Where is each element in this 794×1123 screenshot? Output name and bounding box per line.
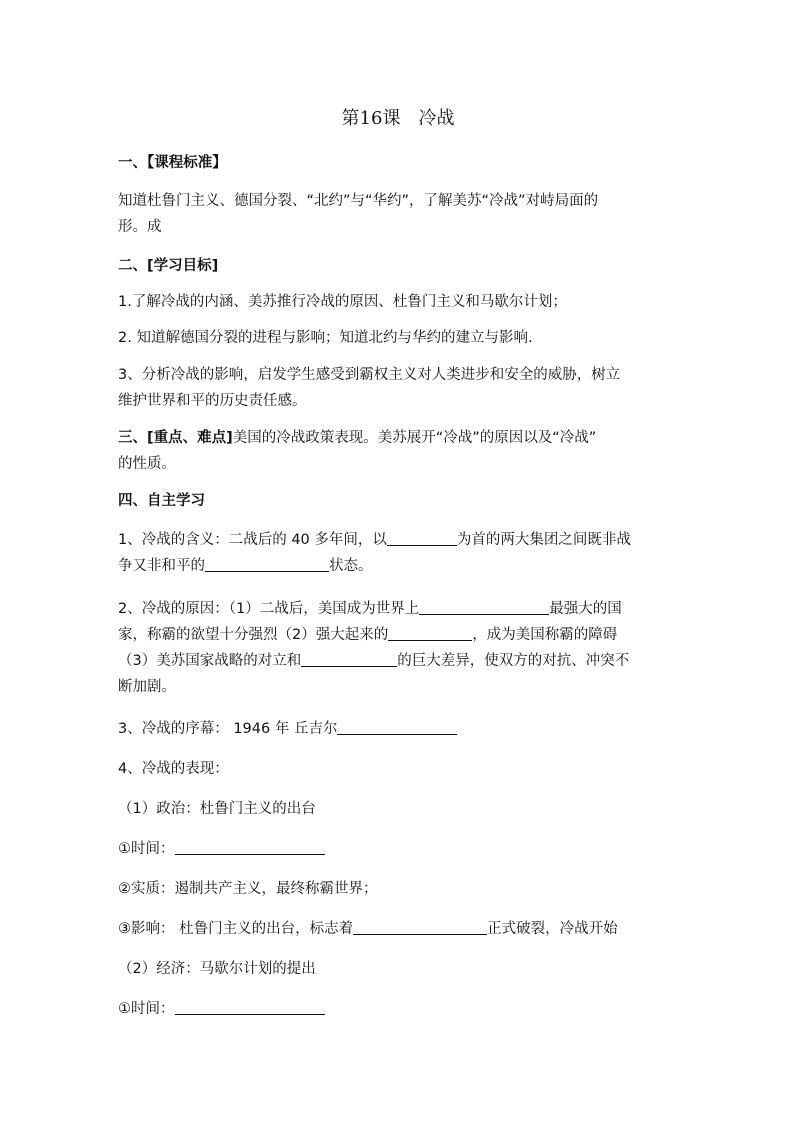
politics-heading: （1）政治：杜鲁门主义的出台: [118, 801, 316, 817]
answer-blank[interactable]: [387, 529, 457, 546]
question-1-line-1: 1、冷战的含义：二战后的 40 多年间，以 为首的两大集团之间既非战: [118, 528, 631, 553]
politics-impact: ③影响： 杜鲁门主义的出台，标志着 正式破裂，冷战开始: [118, 917, 618, 942]
goal-3-line-1: 3、分析冷战的影响，启发学生感受到霸权主义对人类进步和安全的威胁，树立: [118, 367, 621, 383]
key-points-line-1: [118, 426, 596, 451]
standard-line-1: 知道杜鲁门主义、德国分裂、“北约”与“华约”，了解美苏“冷战”对峙局面的: [118, 193, 599, 209]
question-3: 3、冷战的序幕： 1946 年 丘吉尔: [118, 717, 457, 742]
question-2-line-1: 2、冷战的原因：（1）二战后，美国成为世界上 最强大的国: [118, 597, 622, 622]
key-points-line-2: 的性质。: [118, 456, 176, 472]
question-2-line-4: 断加剧。: [118, 679, 176, 695]
question-1-line-2: 争又非和平的 状态。: [118, 554, 373, 579]
question-4: 4、冷战的表现：: [118, 761, 229, 777]
answer-blank[interactable]: [175, 998, 325, 1015]
key-points-text: 美国的冷战政策表现。美苏展开“冷战”的原因以及“冷战”: [232, 430, 597, 446]
standard-line-2: 形。成: [118, 219, 162, 235]
economy-heading: （2）经济：马歇尔计划的提出: [118, 961, 316, 977]
goal-1: 1.了解冷战的内涵、美苏推行冷战的原因、杜鲁门主义和马歇尔计划；: [118, 294, 567, 310]
answer-blank[interactable]: [419, 598, 549, 615]
answer-blank[interactable]: [388, 624, 472, 641]
answer-blank[interactable]: [337, 718, 457, 735]
page-title: 第16课 冷战: [341, 108, 455, 129]
goal-3-line-2: 维护世界和平的历史责任感。: [118, 393, 307, 409]
question-2-line-2: 家，称霸的欲望十分强烈（2）强大起来的 ，成为美国称霸的障碍: [118, 623, 617, 648]
answer-blank[interactable]: [175, 838, 325, 855]
section-1-heading: 一、【课程标准】: [118, 155, 227, 171]
goal-2: 2. 知道解德国分裂的进程与影响；知道北约与华约的建立与影响.: [118, 330, 533, 346]
question-2-line-3: （3）美苏国家战略的对立和 的巨大差异，使双方的对抗、冲突不: [118, 649, 629, 674]
politics-essence: ②实质：遏制共产主义，最终称霸世界；: [118, 881, 378, 897]
section-4-heading: 四、自主学习: [118, 493, 205, 509]
answer-blank[interactable]: [205, 555, 329, 572]
politics-time: ①时间：: [118, 837, 325, 862]
answer-blank[interactable]: [353, 918, 487, 935]
economy-time: ①时间：: [118, 997, 325, 1022]
answer-blank[interactable]: [301, 650, 397, 667]
section-2-heading: 二、[学习目标]: [118, 258, 219, 274]
section-3-heading: 三、[重点、难点]: [118, 430, 233, 446]
